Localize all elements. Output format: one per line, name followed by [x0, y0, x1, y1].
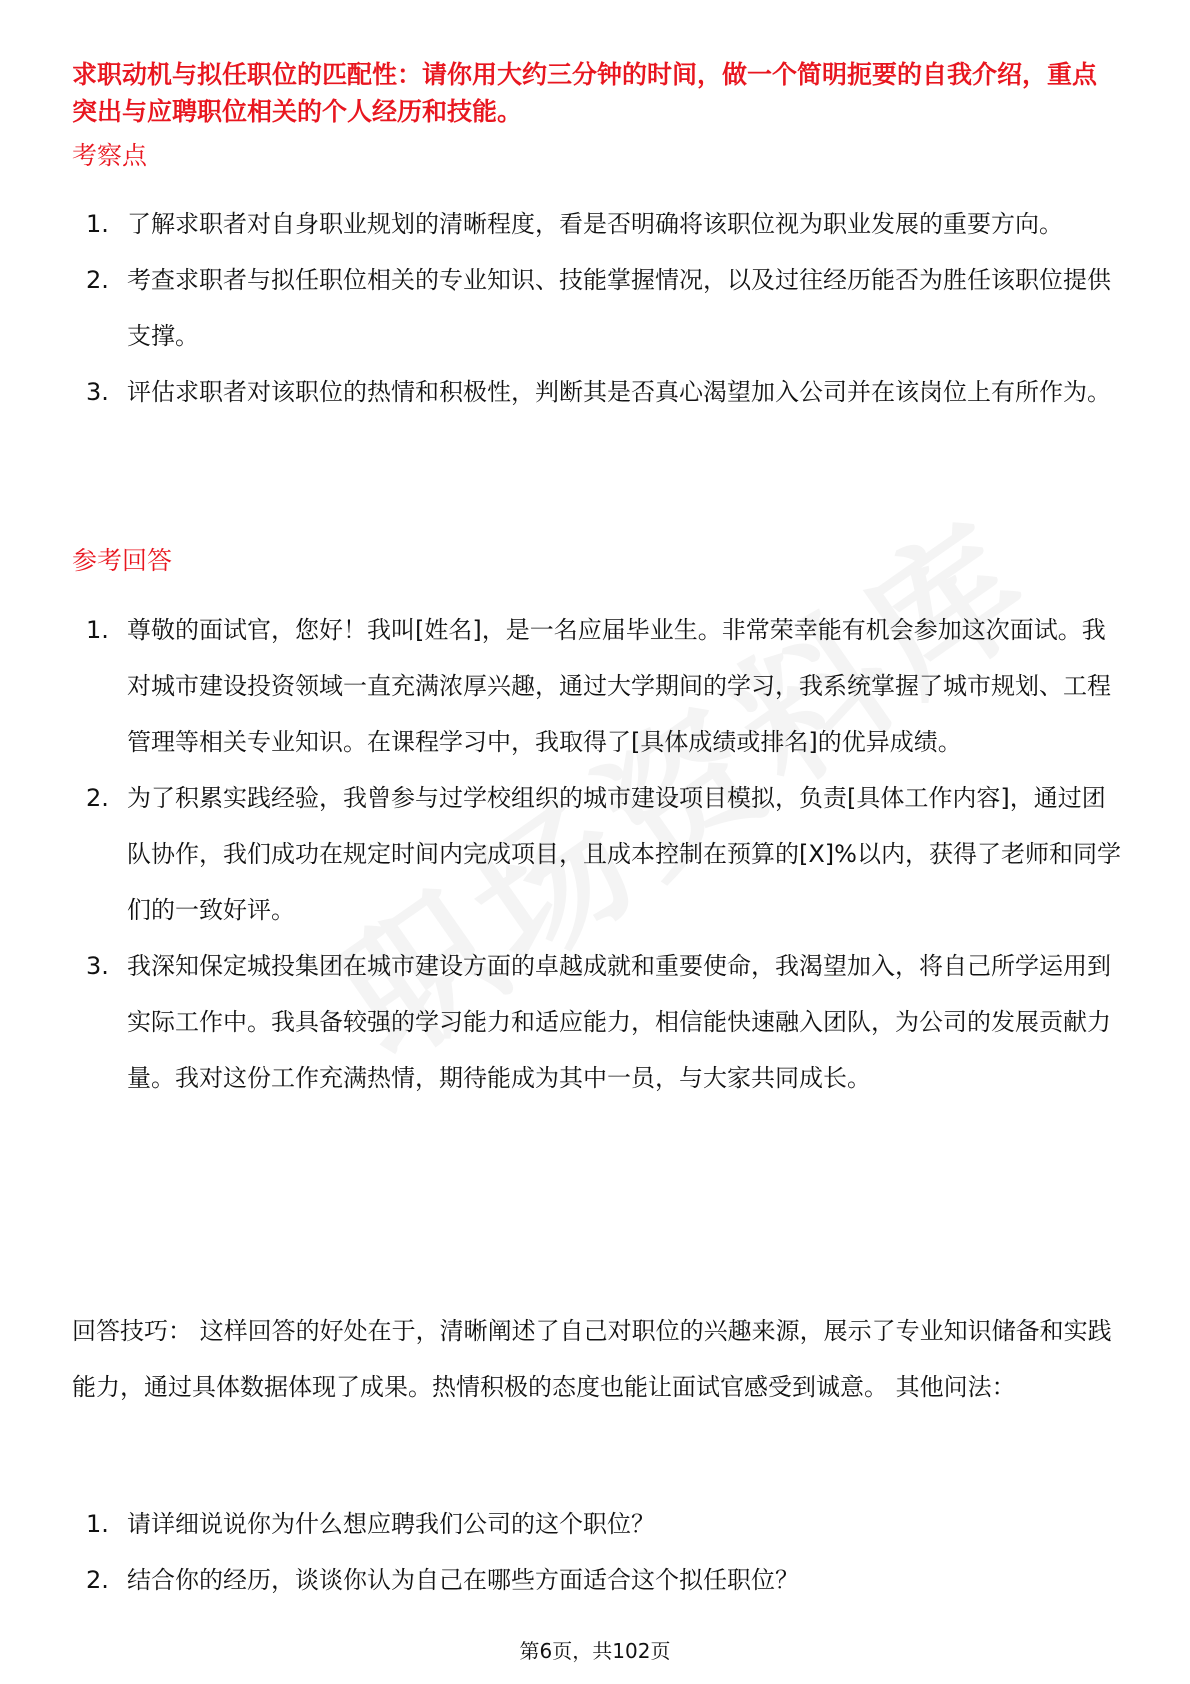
- list-item-text: 了解求职者对自身职业规划的清晰程度，看是否明确将该职位视为职业发展的重要方向。: [127, 210, 1063, 238]
- answer-list: [72, 602, 1122, 1106]
- question-title: 求职动机与拟任职位的匹配性：请你用大约三分钟的时间，做一个简明扼要的自我介绍，重点突出与应聘职位相关的个人经历和技能。: [72, 60, 1098, 126]
- points-list: [72, 196, 1122, 420]
- list-number: 1.: [86, 616, 109, 644]
- list-item: [72, 364, 1122, 420]
- list-number: 2.: [86, 266, 109, 294]
- section-heading-answer: 参考回答: [72, 546, 173, 575]
- list-number: 2.: [86, 1566, 109, 1594]
- page-number: 第6页，共102页: [519, 1639, 671, 1663]
- list-number: 1.: [86, 1510, 109, 1538]
- list-item-text: 考查求职者与拟任职位相关的专业知识、技能掌握情况，以及过往经历能否为胜任该职位提供支撑。: [127, 266, 1111, 350]
- list-item: [72, 938, 1122, 1106]
- list-item: [72, 252, 1122, 364]
- list-item: [72, 1552, 1122, 1608]
- list-number: 3.: [86, 378, 109, 406]
- list-item-text: 尊敬的面试官，您好！我叫[姓名]，是一名应届毕业生。非常荣幸能有机会参加这次面试。我对城市建设投资领域一直充满浓厚兴趣，通过大学期间的学习，我系统掌握了城市规划、工程管理等相关专业知识。在课程学习中，我取得了[具体成绩或排名]的优异成绩。: [127, 616, 1111, 756]
- list-item: [72, 602, 1122, 770]
- other-questions-list: [72, 1496, 1122, 1608]
- list-item-text: 结合你的经历，谈谈你认为自己在哪些方面适合这个拟任职位？: [127, 1566, 799, 1594]
- list-item-text: 请详细说说你为什么想应聘我们公司的这个职位？: [127, 1510, 655, 1538]
- answer-tips: 回答技巧： 这样回答的好处在于，清晰阐述了自己对职位的兴趣来源，展示了专业知识储备和实践能力，通过具体数据体现了成果。热情积极的态度也能让面试官感受到诚意。 其他问法：: [72, 1317, 1112, 1401]
- list-item: [72, 1496, 1122, 1552]
- list-item: [72, 196, 1122, 252]
- list-number: 3.: [86, 952, 109, 980]
- section-heading-points: 考察点: [72, 141, 148, 170]
- list-number: 1.: [86, 210, 109, 238]
- list-item-text: 为了积累实践经验，我曾参与过学校组织的城市建设项目模拟，负责[具体工作内容]，通过团队协作，我们成功在规定时间内完成项目，且成本控制在预算的[X]%以内，获得了老师和同学们的一致好评。: [127, 784, 1121, 924]
- list-item: [72, 770, 1122, 938]
- list-item-text: 评估求职者对该职位的热情和积极性，判断其是否真心渴望加入公司并在该岗位上有所作为。: [127, 378, 1111, 406]
- list-item-text: 我深知保定城投集团在城市建设方面的卓越成就和重要使命，我渴望加入，将自己所学运用到实际工作中。我具备较强的学习能力和适应能力，相信能快速融入团队，为公司的发展贡献力量。我对这份工作充满热情，期待能成为其中一员，与大家共同成长。: [127, 952, 1111, 1092]
- list-number: 2.: [86, 784, 109, 812]
